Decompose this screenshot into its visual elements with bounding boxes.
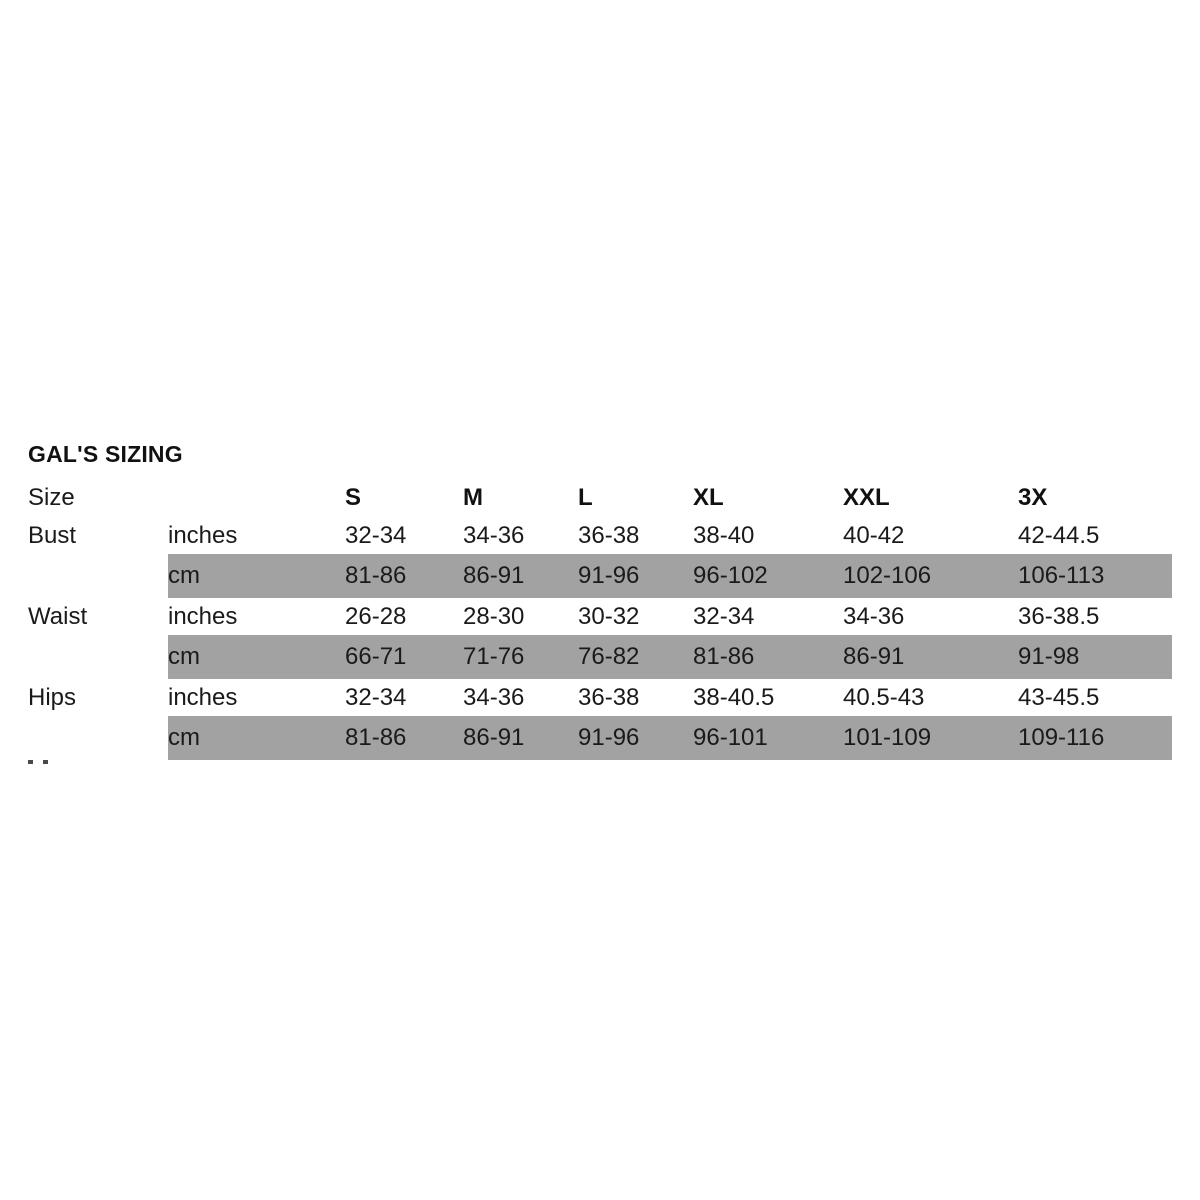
row-value: 36-38	[578, 683, 640, 711]
row-value: 38-40.5	[693, 683, 775, 711]
row-value: 43-45.5	[1018, 683, 1100, 711]
row-value: 36-38.5	[1018, 602, 1100, 630]
header-size-s: S	[345, 484, 362, 511]
row-value: 96-102	[693, 554, 843, 598]
header-size-label: Size	[28, 484, 75, 511]
row-value: 71-76	[463, 635, 578, 679]
row-value: 86-91	[843, 635, 1018, 679]
row-value: 76-82	[578, 635, 693, 679]
row-value: 101-109	[843, 716, 1018, 760]
row-label: Bust	[28, 521, 77, 549]
row-value: 34-36	[463, 521, 525, 549]
row-value: 106-113	[1018, 554, 1172, 598]
row-value: 81-86	[693, 635, 843, 679]
table-row	[28, 517, 1172, 554]
table-row	[28, 679, 1172, 716]
row-value: 86-91	[463, 716, 578, 760]
sizing-table	[28, 479, 1172, 760]
row-label: Waist	[28, 602, 88, 630]
row-value: 81-86	[345, 554, 463, 598]
row-value: 32-34	[345, 521, 407, 549]
page-title: GAL'S SIZING	[28, 441, 183, 467]
header-size-3x: 3X	[1018, 484, 1048, 511]
row-unit: cm	[168, 716, 345, 760]
row-value: 40-42	[843, 521, 905, 549]
row-value: 28-30	[463, 602, 525, 630]
row-label	[28, 635, 168, 679]
row-label	[28, 554, 168, 598]
row-value: 91-98	[1018, 635, 1172, 679]
sizing-chart	[28, 441, 1172, 760]
row-value: 38-40	[693, 521, 755, 549]
row-unit: inches	[168, 683, 238, 711]
row-value: 102-106	[843, 554, 1018, 598]
cutoff-mark	[43, 760, 48, 764]
table-header-row	[28, 479, 1172, 517]
cutoff-mark	[28, 760, 33, 764]
row-unit: inches	[168, 602, 238, 630]
row-value: 109-116	[1018, 716, 1172, 760]
header-size-xl: XL	[693, 484, 724, 511]
table-row	[28, 554, 1172, 598]
row-value: 81-86	[345, 716, 463, 760]
row-value: 30-32	[578, 602, 640, 630]
cutoff-text-marks	[28, 760, 48, 764]
row-label: Hips	[28, 683, 77, 711]
row-value: 96-101	[693, 716, 843, 760]
table-row	[28, 598, 1172, 635]
header-unit-cell	[168, 479, 345, 517]
row-value: 91-96	[578, 716, 693, 760]
row-unit: inches	[168, 521, 238, 549]
header-size-xxl: XXL	[843, 484, 890, 511]
row-value: 42-44.5	[1018, 521, 1100, 549]
table-row	[28, 716, 1172, 760]
row-value: 36-38	[578, 521, 640, 549]
header-size-l: L	[578, 484, 593, 511]
header-size-m: M	[463, 484, 483, 511]
row-value: 34-36	[463, 683, 525, 711]
row-unit: cm	[168, 554, 345, 598]
table-row	[28, 635, 1172, 679]
row-unit: cm	[168, 635, 345, 679]
row-value: 66-71	[345, 635, 463, 679]
row-value: 86-91	[463, 554, 578, 598]
row-label	[28, 716, 168, 760]
row-value: 34-36	[843, 602, 905, 630]
row-value: 91-96	[578, 554, 693, 598]
row-value: 32-34	[345, 683, 407, 711]
row-value: 40.5-43	[843, 683, 925, 711]
row-value: 26-28	[345, 602, 407, 630]
row-value: 32-34	[693, 602, 755, 630]
